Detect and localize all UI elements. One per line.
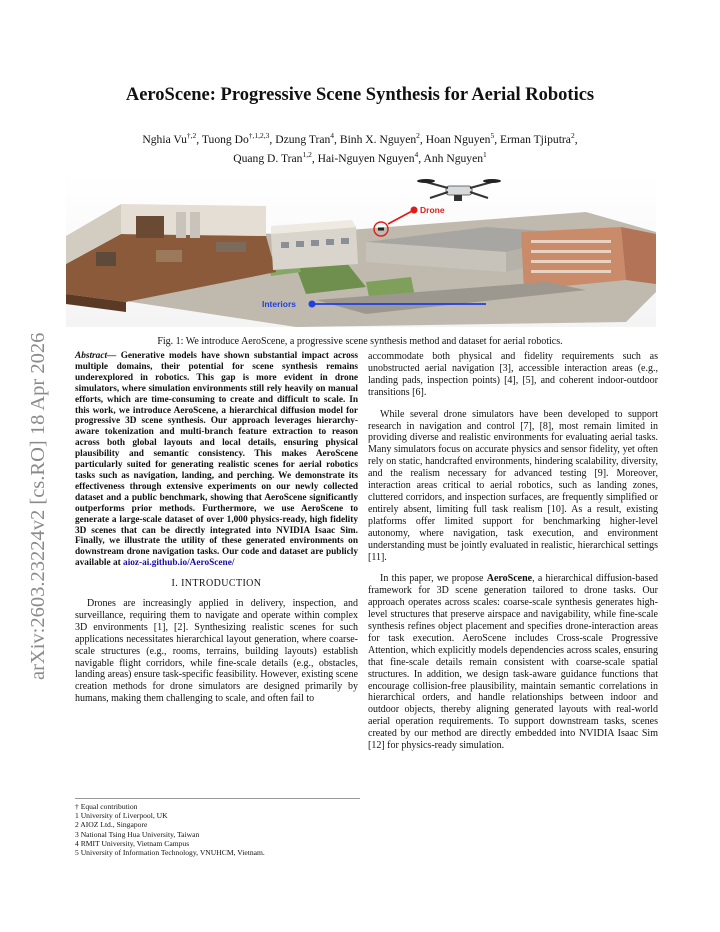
paper-title: AeroScene: Progressive Scene Synthesis for Aerial Robotics xyxy=(125,85,595,105)
arxiv-stamp xyxy=(4,250,64,690)
footnote: † Equal contribution xyxy=(75,802,138,811)
right-paragraph-3 xyxy=(368,573,658,752)
section-introduction-heading: I. INTRODUCTION xyxy=(171,578,262,590)
right-paragraph-1: accommodate both physical and fidelity requirements such as unobstructed aerial navigation [3], accessible interaction areas (e.g., landing pads, inspection points) [4], [5], and coherent indoor-outdoor transitions [6]. xyxy=(368,351,658,398)
right-column xyxy=(368,351,658,752)
figure-caption: Fig. 1: We introduce AeroScene, a progressive scene synthesis method and dataset for aerial robotics. xyxy=(157,336,563,347)
authors-line-2: Quang D. Tran$^{1,2}$, Hai-Nguyen Nguyen$^4$, Anh Nguyen$^1$ xyxy=(233,149,487,165)
footnote: 1 University of Liverpool, UK xyxy=(75,811,168,821)
drone-label: Drone xyxy=(420,205,445,215)
author-list xyxy=(80,128,640,166)
right-p3-pre: In this paper, we propose xyxy=(380,573,487,585)
figure-1-scene-illustration xyxy=(66,172,656,327)
arxiv-stamp-text: arXiv:2603.23224v2 [cs.RO] 18 Apr 2026 xyxy=(27,332,49,680)
intro-paragraph-1: Drones are increasingly applied in delivery, inspection, and surveillance, requiring them to navigate and operate within complex 3D environments [1], [2]. Synthesizing realistic scenes for such applications necessitates hierarchical layout generation, where coarse-scale structures (e.g., rooms, terrains, building layouts) establish navigable flight corridors, while fine-scale details (e.g., obstacles, landing areas) ensure task-specific feasibility. However, existing scene creation methods for drone simulators are designed primarily by humans, making them challenging to scale, and often fail to xyxy=(75,598,358,705)
footnote: 3 National Tsing Hua University, Taiwan xyxy=(75,829,200,839)
authors-line-1: Nghia $Vu^{\dagger,2}$, Tuong $Do^{\dagger,1,2,3}$, Dzung Tran$^4$, Binh X. Nguyen$^2$, Hoan Nguyen$^5$, Erman Tjiputra$^2$, xyxy=(142,131,578,146)
footnote: 4 RMIT University, Vietnam Campus xyxy=(75,838,190,848)
footnotes xyxy=(75,798,360,857)
interiors-label: Interiors xyxy=(262,299,297,309)
footnote: 5 University of Information Technology, VNUHCM, Vietnam. xyxy=(75,848,265,858)
right-paragraph-2: While several drone simulators have been developed to support research in navigation and control [7], [8], most remain limited in providing diverse and realistic environments for evaluating aerial tasks. Many simulators focus on accurate physics and sensor fidelity, yet often rely on static, handcrafted environments, hindering scalability, diversity, and the realism necessary for advanced testing [9]. Moreover, interaction areas critical to aerial robotics, such as landing zones, cluttered corridors, and inspection surfaces, are frequently simplified or entirely absent, limiting full task realism [10]. As a result, existing platforms offer limited support for benchmarking higher-level autonomy, where navigation, task execution, and environment understanding must be jointly evaluated in realistic, hierarchical settings [11]. xyxy=(368,408,658,563)
project-link[interactable]: aioz-ai.github.io/AeroScene/ xyxy=(123,558,235,569)
abstract-label: Abstract— xyxy=(75,351,117,361)
abstract-text: Generative models have shown substantial impact across multiple domains, their potential for scene synthesis remains underexplored in robotics. This gap is more evident in drone simulators, where simulation environments still rely heavily on manual efforts, which are time-consuming to create and difficult to scale. In this work, we introduce AeroScene, a hierarchical diffusion model for progressive 3D scene synthesis. Our approach leverages hierarchy-aware tokenization and multi-branch feature extraction to reason across both global layouts and local details, ensuring physical plausibility and semantic consistency. This makes AeroScene particularly suited for generating realistic scenes for aerial robotics tasks such as navigation, landing, and perching. We demonstrate its effectiveness through extensive experiments on our newly collected dataset and a public benchmark, showing that AeroScene significantly outperforms prior methods. Furthermore, we use AeroScene to generate a large-scale dataset of over 1,000 physics-ready, high fidelity 3D scenes that can be directly integrated into NVIDIA Isaac Sim. Finally, we illustrate the utility of these generated environments on downstream drone navigation tasks. Our code and dataset are publicly available at xyxy=(75,351,358,569)
aeroscene-name: AeroScene xyxy=(486,573,533,585)
abstract xyxy=(75,351,358,569)
left-column xyxy=(75,351,358,705)
right-p3-post: , a hierarchical diffusion-based framework for 3D scene generation tailored to drone tasks. Our approach operates across scales: coarse-scale synthesis generates high-level structures that preserve airspace and navigability, while fine-scale synthesis refines object placement and specifies drone-interaction areas for task execution. AeroScene includes Cross-scale Progressive Attention, which explicitly models dependencies across scales, ensuring that fine-scale details remain consistent with coarse-scale spatial structures. In addition, we design task-aware guidance functions that encourage collision-free plausibility, maintain semantic correlations in hierarchical orders, and handle relationships between indoor and outdoor objects, thereby aligning generated layouts with real-world aerial operation requirements. To support downstream tasks, scenes created by our method are directly embedded into NVIDIA Isaac Sim [12] for physics-ready simulation. xyxy=(368,573,659,752)
footnote: 2 AIOZ Ltd., Singapore xyxy=(75,820,148,830)
